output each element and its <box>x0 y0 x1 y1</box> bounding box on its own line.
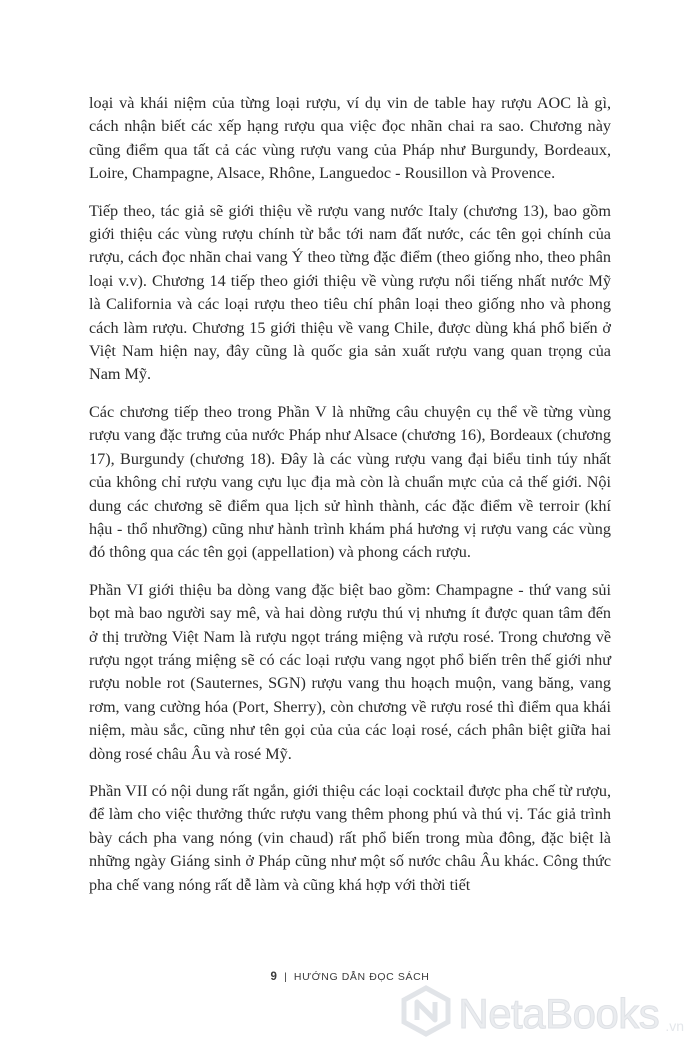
paragraph: loại và khái niệm của từng loại rượu, ví dụ vin de table hay rượu AOC là gì, cách nhận biết các xếp hạng rượu qua việc đọc nhãn chai ra sao. Chương này cũng điểm qua tất cả các vùng rượu vang của Pháp như Burgundy, Bordeaux, Loire, Champagne, Alsace, Rhône, Languedoc - Rousillon và Provence. <box>89 94 611 183</box>
page-footer <box>0 971 700 983</box>
paragraph: Phần VII có nội dung rất ngắn, giới thiệu các loại cocktail được pha chế từ rượu, để làm cho việc thưởng thức rượu vang thêm phong phú và thú vị. Tác giả trình bày cách pha vang nóng (vin chaud) rất phổ biến trong mùa đông, đặc biệt là những ngày Giáng sinh ở Pháp cũng như một số nước châu Âu khác. Công thức pha chế vang nóng rất dễ làm và cũng khá hợp với thời tiết <box>89 781 611 894</box>
watermark-suffix: .vn <box>665 1018 684 1034</box>
page-body <box>89 92 611 911</box>
footer-separator: | <box>284 971 288 983</box>
netabooks-logo-icon <box>400 985 452 1042</box>
watermark <box>400 985 684 1042</box>
paragraph: Các chương tiếp theo trong Phần V là những câu chuyện cụ thể về từng vùng rượu vang đặc trưng của nước Pháp như Alsace (chương 16), Bordeaux (chương 17), Burgundy (chương 18). Đây là các vùng rượu vang đại biểu tinh túy nhất của không chỉ rượu vang cựu lục địa mà còn là chuẩn mực của cả thế giới. Nội dung các chương sẽ điểm qua lịch sử hình thành, các đặc điểm về terroir (khí hậu - thổ nhưỡng) cũng như hành trình khám phá hương vị rượu vang các vùng đó thông qua các tên gọi (appellation) và phong cách rượu. <box>89 402 611 562</box>
section-title: HƯỚNG DẪN ĐỌC SÁCH <box>293 971 430 983</box>
paragraph: Tiếp theo, tác giả sẽ giới thiệu về rượu vang nước Italy (chương 13), bao gồm giới thiệu các vùng rượu chính từ bắc tới nam đất nước, các tên gọi chính của rượu, cách đọc nhãn chai vang Ý theo từng đặc điểm (theo giống nho, theo phân loại v.v). Chương 14 tiếp theo giới thiệu về vùng rượu nổi tiếng nhất nước Mỹ là California và các loại rượu theo tiêu chí phân loại theo giống nho và phong cách làm rượu. Chương 15 giới thiệu về vang Chile, được dùng khá phổ biến ở Việt Nam hiện nay, đây cũng là quốc gia sản xuất rượu vang quan trọng của Nam Mỹ. <box>89 201 611 384</box>
watermark-brand: NetaBooks <box>458 989 660 1037</box>
page-number: 9 <box>270 971 278 983</box>
paragraph: Phần VI giới thiệu ba dòng vang đặc biệt bao gồm: Champagne - thứ vang sủi bọt mà bao người say mê, và hai dòng rượu thú vị nhưng ít được quan tâm đến ở thị trường Việt Nam là rượu ngọt tráng miệng và rượu rosé. Trong chương về rượu ngọt tráng miệng sẽ có các loại rượu vang ngọt phổ biến trên thế giới như rượu noble rot (Sauternes, SGN) rượu vang thu hoạch muộn, vang băng, vang rơm, vang cường hóa (Port, Sherry), còn chương về rượu rosé thì điểm qua khái niệm, màu sắc, cũng như tên gọi của của các loại rosé, cách phân biệt giữa hai dòng rosé châu Âu và rosé Mỹ. <box>89 580 611 763</box>
